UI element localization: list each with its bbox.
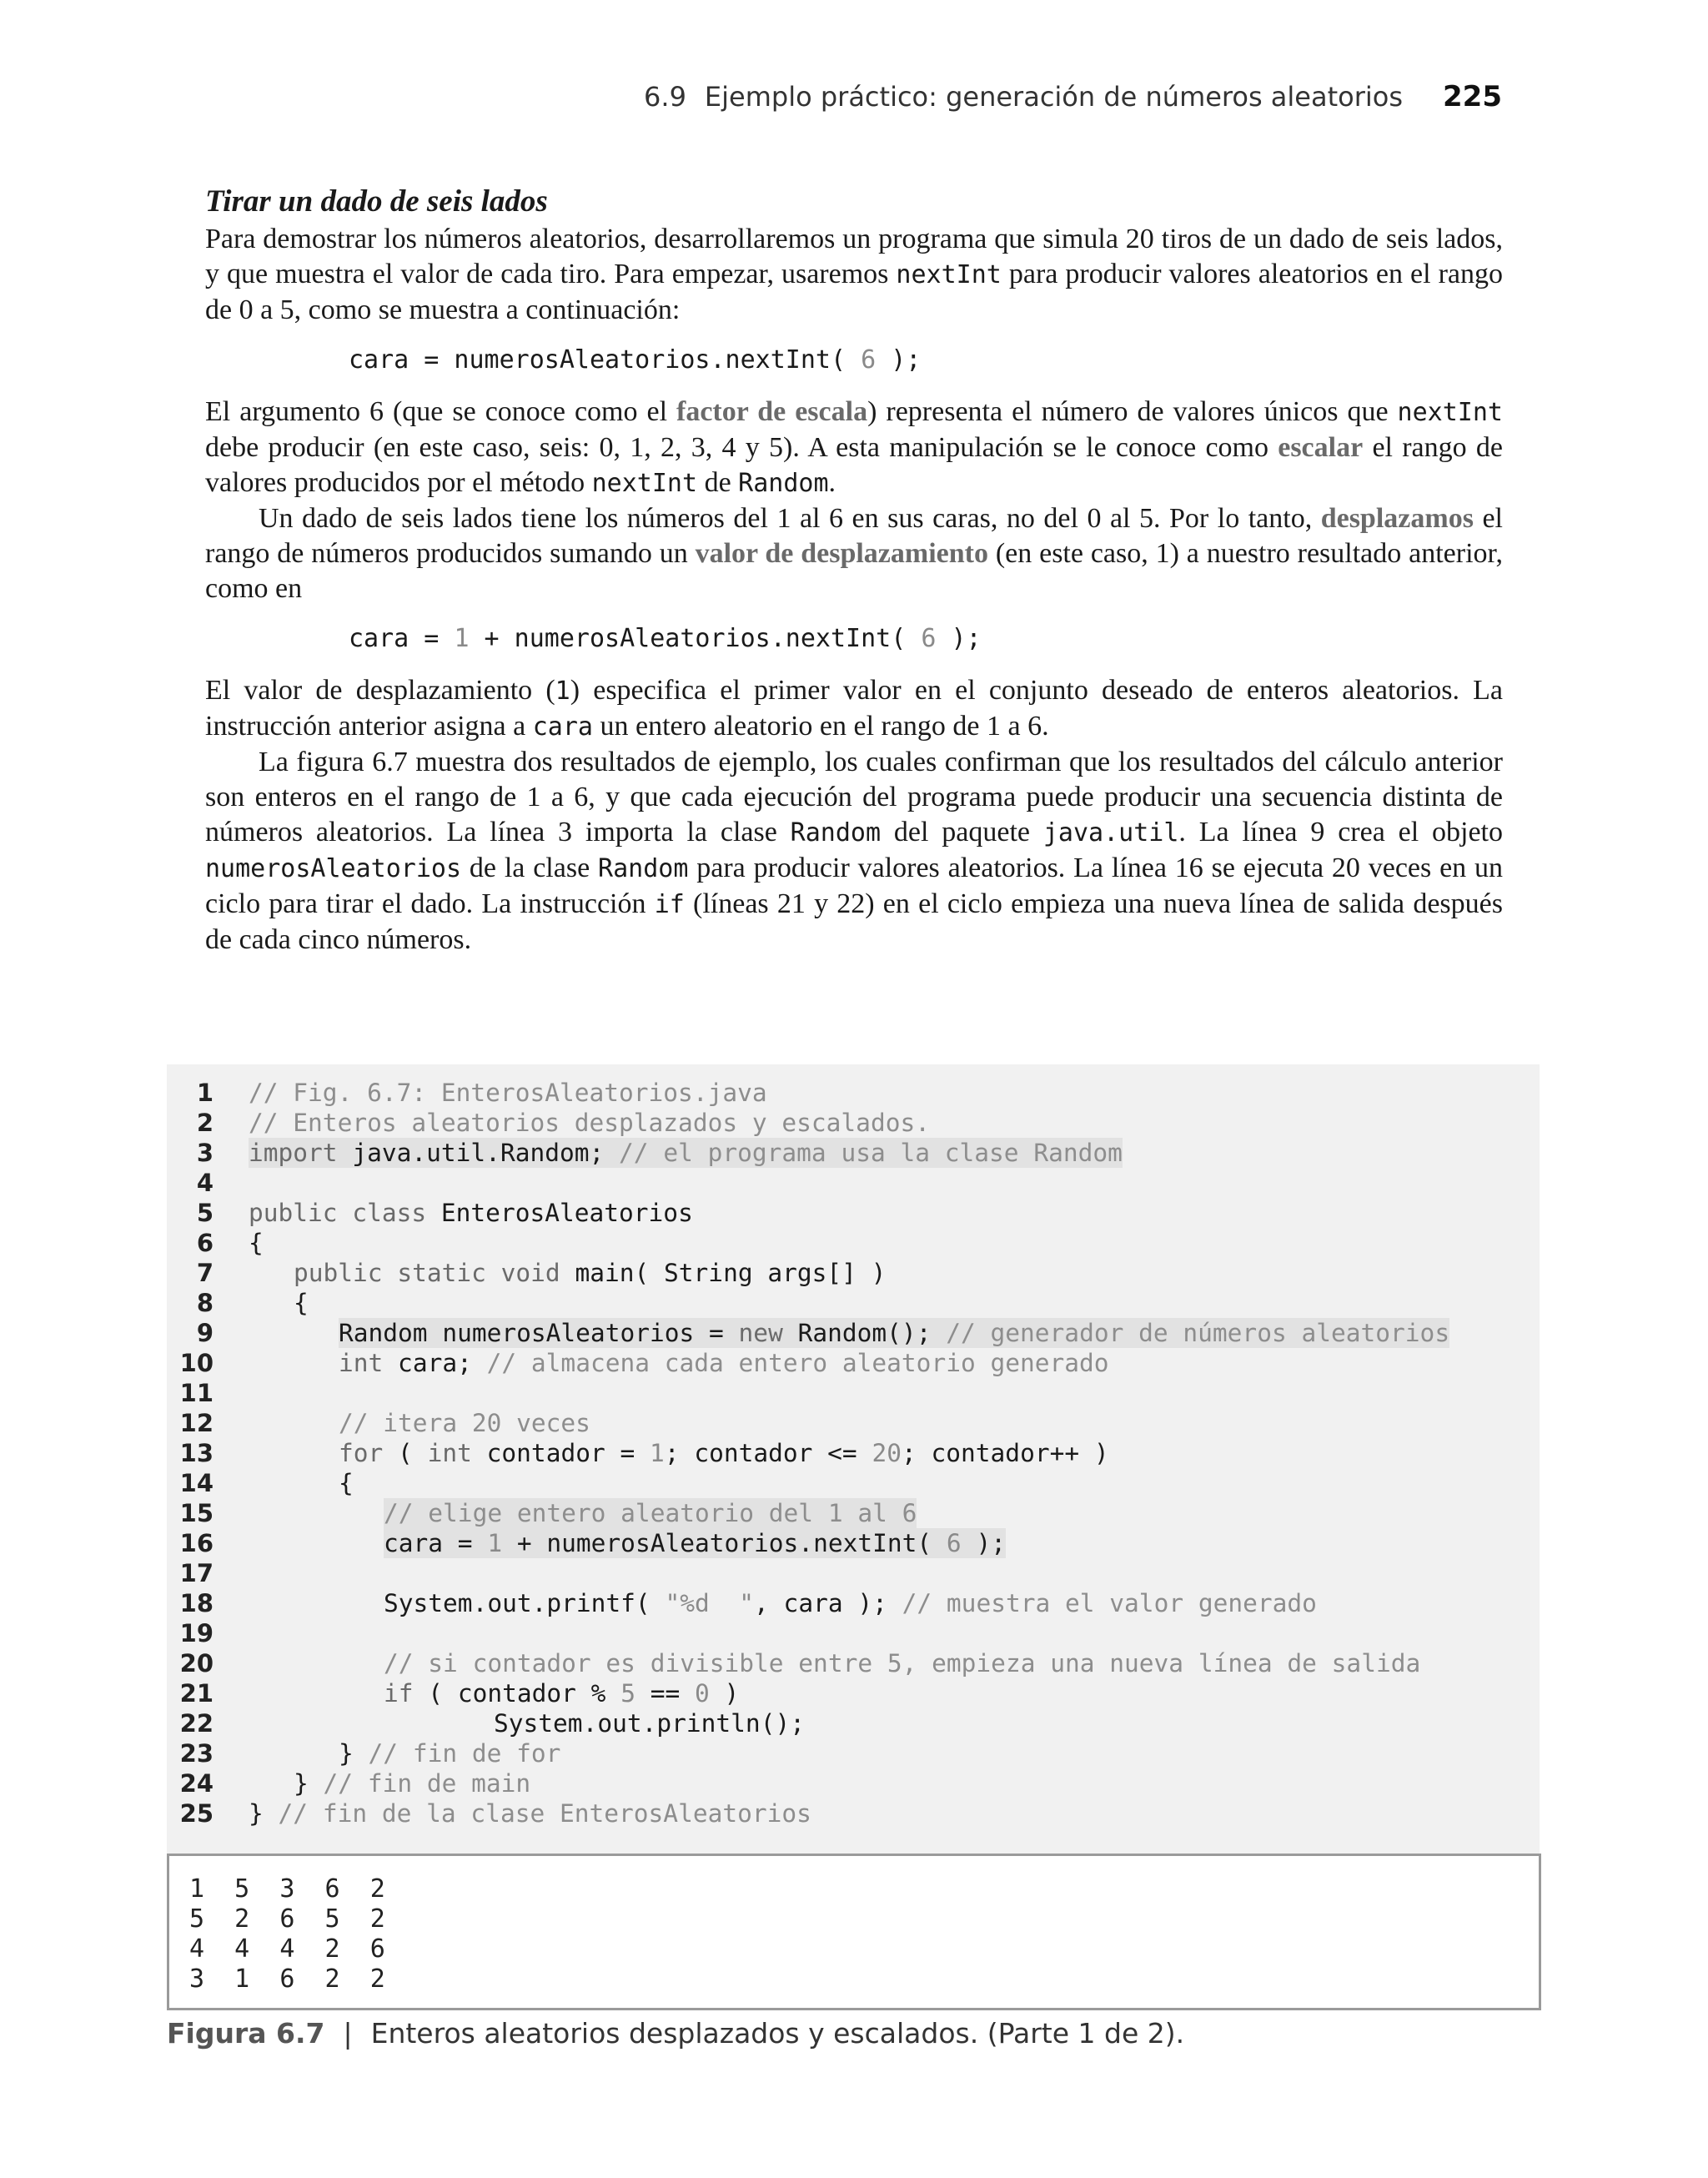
code-run: Random();	[782, 1319, 947, 1347]
figure-number: Figura 6.7	[167, 2017, 325, 2050]
code-keyword: for	[339, 1439, 384, 1467]
subsection-heading: Tirar un dado de seis lados	[205, 184, 548, 219]
line-source	[339, 1408, 590, 1438]
code-run: );	[961, 1529, 1006, 1557]
page-number: 225	[1443, 80, 1502, 113]
text-run: debe producir (en este caso, seis: 0, 1, 2, 3, 4 y 5). A esta manipulación se le conoce como	[205, 432, 1278, 463]
key-term: escalar	[1278, 432, 1364, 463]
text-run: Para demostrar los números aleatorios, desarrollaremos un programa que simula 20 tiros de un dado de seis lados, y que muestra el valor de cada tiro. Para empezar, usaremos	[205, 224, 1503, 289]
text-run: ) especifica el primer valor en el conjunto deseado de enteros aleatorios. La instrucción anterior asigna a	[205, 675, 1503, 742]
text-run: El valor de desplazamiento (	[205, 675, 555, 706]
line-source: {	[249, 1229, 264, 1257]
code-run: , cara );	[754, 1589, 902, 1617]
line-number: 16	[179, 1529, 214, 1557]
line-number: 6	[196, 1229, 214, 1257]
body-text	[205, 182, 1503, 958]
caption-text: Enteros aleatorios desplazados y escalados. (Parte 1 de 2).	[370, 2017, 1185, 2050]
code-keyword: int	[339, 1349, 384, 1377]
code-keyword: import	[249, 1139, 338, 1167]
text-run: La figura 6.7 muestra dos resultados de ejemplo, los cuales confirman que los resultados del cálculo anterior son enteros en el rango de 1 a 6, y que cada ejecución del programa puede producir una secuencia distinta de números aleatorios. La línea 3 importa la clase	[205, 747, 1503, 848]
code-comment: // Fig. 6.7: EnterosAleatorios.java	[249, 1079, 767, 1107]
code-run: + numerosAleatorios.nextInt(	[502, 1529, 947, 1557]
code-comment: // fin de main	[323, 1769, 531, 1798]
paragraph-1	[205, 222, 1503, 328]
code-literal: 6	[946, 1529, 962, 1557]
inline-code: 1	[555, 677, 570, 706]
text-run: del paquete	[881, 817, 1043, 848]
code-run: EnterosAleatorios	[426, 1199, 693, 1227]
line-number: 9	[196, 1319, 214, 1347]
line-source: {	[339, 1469, 354, 1497]
paragraph-5	[205, 745, 1503, 958]
inline-code: Random	[738, 469, 829, 498]
line-number: 8	[196, 1289, 214, 1317]
line-source	[249, 1108, 930, 1138]
line-number: 20	[179, 1649, 214, 1678]
code-literal: 1	[454, 624, 470, 653]
code-keyword: if	[384, 1679, 414, 1708]
code-run: );	[876, 345, 922, 375]
line-number: 13	[179, 1439, 214, 1467]
code-literal: 5	[620, 1679, 635, 1708]
inline-code: if	[654, 890, 685, 919]
text-run: de	[697, 467, 739, 498]
line-number: 2	[196, 1109, 214, 1137]
code-run: cara = numerosAleatorios.nextInt(	[349, 345, 862, 375]
text-run: Un dado de seis lados tiene los números del 1 al 6 en sus caras, no del 0 al 5. Por lo tanto,	[259, 503, 1321, 534]
text-run: para producir valores aleatorios. La línea 16 se ejecuta 20 veces en un ciclo para tirar el dado. La instrucción	[205, 853, 1504, 919]
text-run: el rango de números producidos sumando un	[205, 503, 1503, 569]
key-term: valor de desplazamiento	[695, 538, 988, 569]
code-run: )	[709, 1679, 740, 1708]
code-keyword: public static void	[294, 1259, 560, 1287]
code-run: java.util.Random;	[337, 1139, 620, 1167]
program-output	[167, 1854, 1541, 2010]
line-source	[339, 1318, 1449, 1348]
paragraph-3	[205, 501, 1503, 606]
line-source: System.out.println();	[494, 1709, 805, 1738]
code-literal: 20	[872, 1439, 902, 1467]
text-run: un entero aleatorio en el rango de 1 a 6.	[593, 711, 1049, 742]
line-source	[384, 1648, 1420, 1678]
text-run: el rango de valores producidos por el método	[205, 432, 1503, 498]
inline-code: cara	[532, 712, 593, 742]
code-comment: // almacena cada entero aleatorio generado	[486, 1349, 1109, 1377]
line-source	[339, 1738, 560, 1768]
line-source	[384, 1588, 1317, 1618]
code-comment: // Enteros aleatorios desplazados y escalados.	[249, 1109, 930, 1137]
text-run: de la clase	[461, 853, 599, 883]
code-comment: // itera 20 veces	[339, 1409, 590, 1437]
code-run: ( contador %	[413, 1679, 621, 1708]
line-source	[249, 1798, 811, 1828]
section-number: 6.9	[644, 81, 686, 113]
code-keyword: public class	[249, 1199, 427, 1227]
text-run: . La línea 9 crea el objeto	[1178, 817, 1503, 848]
inline-code: java.util	[1042, 818, 1179, 848]
section-title: Ejemplo práctico: generación de números aleatorios	[704, 81, 1404, 113]
text-run: .	[828, 467, 836, 498]
line-number: 14	[179, 1469, 214, 1497]
code-run: contador =	[471, 1439, 651, 1467]
line-number: 22	[179, 1709, 214, 1738]
inline-code: Random	[598, 854, 689, 883]
paragraph-2	[205, 395, 1503, 501]
line-number: 5	[196, 1199, 214, 1227]
code-run: cara;	[383, 1349, 487, 1377]
line-source	[384, 1678, 739, 1708]
code-comment: // fin de la clase EnterosAleatorios	[278, 1799, 811, 1828]
output-row: 4 4 4 2 6	[189, 1934, 385, 1964]
text-run: ) representa el número de valores únicos que	[867, 396, 1398, 427]
line-source	[294, 1258, 886, 1288]
line-number: 15	[179, 1499, 214, 1527]
code-run: System.out.printf(	[384, 1589, 666, 1617]
text-run: (en este caso, 1) a nuestro resultado anterior, como en	[205, 538, 1503, 604]
code-run: ; contador++ )	[901, 1439, 1109, 1467]
text-run: El argumento 6 (que se conoce como el	[205, 396, 677, 427]
line-number: 3	[196, 1139, 214, 1167]
line-source	[249, 1198, 693, 1228]
code-run: }	[249, 1799, 279, 1828]
code-run: ==	[635, 1679, 695, 1708]
line-number: 7	[196, 1259, 214, 1287]
line-source	[384, 1528, 1006, 1558]
inline-code: Random	[790, 818, 882, 848]
code-run: (	[383, 1439, 428, 1467]
line-source	[339, 1438, 1109, 1468]
code-run: + numerosAleatorios.nextInt(	[469, 624, 922, 653]
line-number: 11	[179, 1379, 214, 1407]
code-comment: // el programa usa la clase Random	[619, 1139, 1123, 1167]
code-literal: 6	[861, 345, 877, 375]
line-number: 23	[179, 1739, 214, 1768]
line-number: 18	[179, 1589, 214, 1617]
code-literal: 6	[921, 624, 937, 653]
figure-caption	[167, 2017, 1184, 2050]
inline-code: nextInt	[896, 260, 1002, 289]
code-run: cara =	[349, 624, 455, 653]
line-number: 21	[179, 1679, 214, 1708]
output-row: 3 1 6 2 2	[189, 1964, 385, 1994]
running-header	[644, 80, 1502, 113]
line-source	[249, 1138, 1123, 1168]
line-source	[339, 1348, 1109, 1378]
code-comment: // elige entero aleatorio del 1 al 6	[384, 1499, 917, 1527]
line-source	[294, 1768, 530, 1798]
inline-code: nextInt	[1397, 398, 1503, 427]
line-source	[249, 1078, 767, 1108]
line-number: 1	[196, 1079, 214, 1107]
line-number: 24	[179, 1769, 214, 1798]
code-listing	[167, 1064, 1540, 1854]
code-literal: 1	[487, 1529, 503, 1557]
code-comment: // si contador es divisible entre 5, empieza una nueva línea de salida	[384, 1649, 1421, 1678]
code-comment: // muestra el valor generado	[902, 1589, 1317, 1617]
line-source	[384, 1498, 917, 1528]
caption-separator: |	[343, 2017, 353, 2050]
text-run: para producir valores aleatorios en el rango de 0 a 5, como se muestra a continuación:	[205, 259, 1503, 325]
code-run: cara =	[384, 1529, 488, 1557]
line-source: {	[294, 1289, 309, 1317]
key-term: factor de escala	[676, 396, 868, 427]
output-row: 5 2 6 5 2	[189, 1904, 385, 1934]
line-number: 12	[179, 1409, 214, 1437]
code-run: }	[339, 1739, 369, 1768]
code-literal: 1	[650, 1439, 665, 1467]
code-example-1	[349, 343, 1503, 378]
code-run: );	[936, 624, 982, 653]
code-string: "%d "	[665, 1589, 755, 1617]
code-keyword: new	[738, 1319, 783, 1347]
code-keyword: int	[427, 1439, 472, 1467]
key-term: desplazamos	[1320, 503, 1474, 534]
line-number: 4	[196, 1169, 214, 1197]
text-run: (líneas 21 y 22) en el ciclo empieza una nueva línea de salida después de cada cinco números.	[205, 888, 1503, 955]
code-run: ; contador <=	[664, 1439, 872, 1467]
line-number: 17	[179, 1559, 214, 1587]
code-example-2	[349, 621, 1503, 656]
line-number: 25	[179, 1799, 214, 1828]
paragraph-4	[205, 673, 1503, 745]
inline-code: numerosAleatorios	[205, 854, 462, 883]
code-comment: // fin de for	[368, 1739, 561, 1768]
line-number: 19	[179, 1619, 214, 1647]
code-run: Random numerosAleatorios =	[339, 1319, 739, 1347]
code-run: main( String args[] )	[560, 1259, 887, 1287]
line-number: 10	[179, 1349, 214, 1377]
inline-code: nextInt	[591, 469, 698, 498]
output-row: 1 5 3 6 2	[189, 1874, 385, 1904]
code-literal: 0	[695, 1679, 710, 1708]
code-run: }	[294, 1769, 324, 1798]
code-comment: // generador de números aleatorios	[946, 1319, 1450, 1347]
